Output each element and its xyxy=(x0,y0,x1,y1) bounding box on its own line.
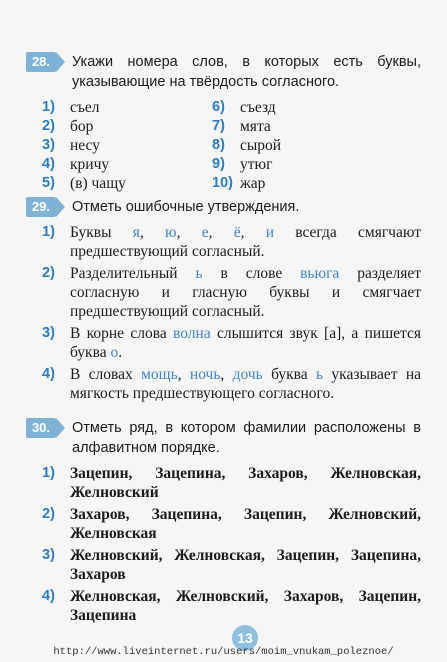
task-29-header xyxy=(26,197,421,217)
task-30 xyxy=(26,418,421,628)
sequence-3[interactable]: 3) Желновский, Желновская, Зацепин, Зацепина, Захаров xyxy=(42,547,421,583)
task-29 xyxy=(26,197,421,406)
statement-1[interactable]: 1) Буквы я, ю, е, ё, и всегда смягчают предшествующий согласный. xyxy=(42,224,422,260)
option[interactable]: 2) бор xyxy=(42,118,94,135)
task-28 xyxy=(26,52,421,193)
task-question: Отметь ошибочные утверждения. xyxy=(72,199,300,215)
option[interactable]: 9) утюг xyxy=(212,156,273,173)
statement-2[interactable]: 2) Разделительный ь в слове вьюга разделяет согласную и гласную буквы и смягчает предшествующий согласный. xyxy=(42,265,421,320)
task-28-options xyxy=(42,98,421,193)
task-30-options xyxy=(42,464,421,625)
option[interactable]: 3) несу xyxy=(42,137,100,154)
task-number-badge: 30. xyxy=(26,418,56,438)
task-question: Укажи номера слов, в которых есть буквы, указывающие на твёрдость согласного. xyxy=(72,54,421,90)
statement-4[interactable]: 4) В словах мощь, ночь, дочь буква ь указывает на мягкость предшествующего согласного. xyxy=(42,366,422,402)
option[interactable]: 8) сырой xyxy=(212,137,282,154)
option[interactable]: 6) съезд xyxy=(212,99,276,116)
source-url: http://www.liveinternet.ru/users/moim_vnukam_poleznoe/ xyxy=(53,646,394,658)
task-28-header xyxy=(26,52,421,92)
page-number: 13 xyxy=(232,625,258,651)
option[interactable]: 1) съел xyxy=(42,99,100,116)
task-number-badge: 28. xyxy=(26,52,56,72)
statement-3[interactable]: 3) В корне слова волна слышится звук [а], а пишется буква о. xyxy=(42,325,421,361)
option[interactable]: 4) кричу xyxy=(42,156,110,173)
option[interactable]: 5) (в) чащу xyxy=(42,175,126,192)
task-29-options xyxy=(42,223,421,403)
task-30-header xyxy=(26,418,421,458)
option[interactable]: 10) жар xyxy=(212,175,266,192)
task-question: Отметь ряд, в котором фамилии расположены в алфавитном порядке. xyxy=(72,420,421,456)
task-number-badge: 29. xyxy=(26,197,56,217)
sequence-4[interactable]: 4) Желновская, Желновский, Захаров, Зацепин, Зацепина xyxy=(42,588,421,624)
sequence-1[interactable]: 1) Зацепин, Зацепина, Захаров, Желновская, Желновский xyxy=(42,465,421,501)
sequence-2[interactable]: 2) Захаров, Зацепина, Зацепин, Желновский, Желновская xyxy=(42,506,421,542)
option[interactable]: 7) мята xyxy=(212,118,271,135)
